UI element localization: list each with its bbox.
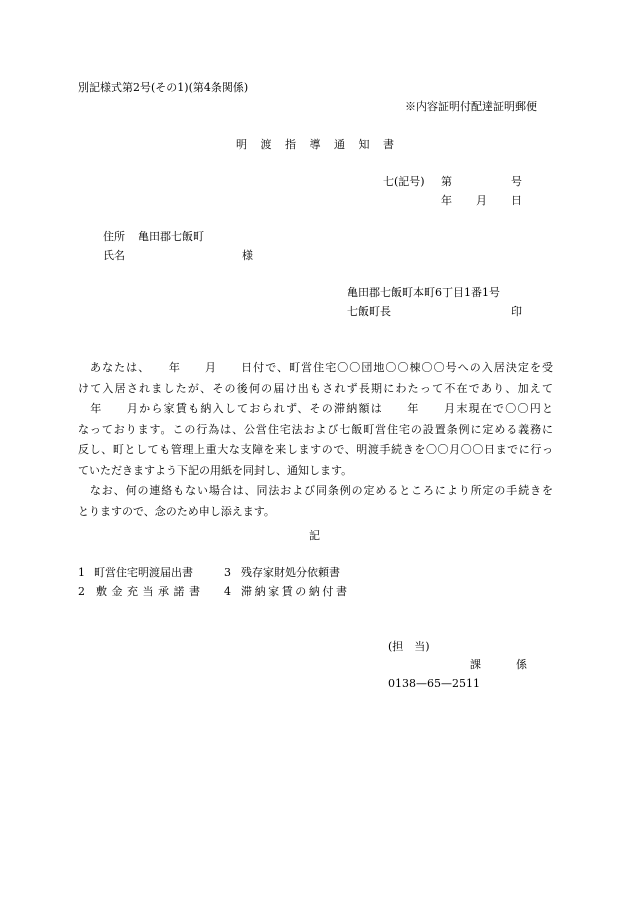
contact-phone: 0138—65—2511 <box>388 677 480 690</box>
enclosure-text <box>96 586 200 597</box>
enclosure-char: 諾 <box>173 585 185 598</box>
form-reference: 別記様式第2号(その1)(第4条関係) <box>78 81 249 94</box>
enclosure-char: 納 <box>254 585 266 598</box>
enclosure-char: 家 <box>268 585 280 598</box>
enclosure-char: 付 <box>322 585 334 598</box>
notice-body <box>78 358 553 522</box>
date-month: 月 <box>476 194 487 207</box>
recipient-honorific: 様 <box>242 249 253 262</box>
sender-seal: 印 <box>511 305 522 318</box>
mail-note: ※内容証明付配達証明郵便 <box>405 100 537 113</box>
body-line: なお、何の連絡もない場合は、同法および同条例の定めるところにより所定の手続きを <box>78 484 553 497</box>
doc-number-label: 七(記号) <box>383 175 425 188</box>
body-line: とりますので、念のため申し添えます。 <box>78 504 275 518</box>
body-line: 反し、町としても管理上重大な支障を来しますので、明渡手続きを〇〇月〇〇日までに行っ <box>78 443 553 456</box>
recipient-address-label: 住所 <box>103 230 125 243</box>
enclosure-char: 当 <box>142 585 154 598</box>
sender-address: 亀田郡七飯町本町6丁目1番1号 <box>347 286 500 299</box>
enclosure-number: 3 <box>224 566 231 579</box>
enclosure-char: の <box>295 585 307 598</box>
body-line: ていただきますよう下記の用紙を同封し、通知します。 <box>78 463 353 477</box>
enclosure-char: 滞 <box>241 585 252 598</box>
enclosure-text: 残存家財処分依頼書 <box>241 566 340 579</box>
date-day: 日 <box>511 194 522 207</box>
enclosure-char: 賃 <box>281 585 293 598</box>
body-line: 年 月から家賃も納入しておられず、その滞納額は 年 月末現在で〇〇円と <box>78 402 553 415</box>
sender-title: 七飯町長 <box>347 305 391 318</box>
enclosure-char: 充 <box>127 585 138 598</box>
enclosure-char: 書 <box>189 585 200 598</box>
ki-heading: 記 <box>309 529 320 542</box>
enclosure-char: 金 <box>111 585 123 598</box>
enclosure-number: 1 <box>78 566 85 579</box>
enclosure-char: 敷 <box>96 585 107 598</box>
enclosure-text <box>241 586 347 597</box>
enclosure-text: 町営住宅明渡届出書 <box>94 566 193 579</box>
body-line: あなたは、 年 月 日付で、町営住宅〇〇団地〇〇棟〇〇号への入居決定を受 <box>78 361 553 374</box>
recipient-name-label: 氏名 <box>103 249 125 262</box>
contact-ka: 課 <box>470 658 481 671</box>
doc-number-go: 号 <box>511 175 522 188</box>
doc-number-dai: 第 <box>441 175 452 188</box>
enclosure-char: 書 <box>335 585 347 598</box>
enclosure-char: 納 <box>308 585 320 598</box>
enclosure-char: 承 <box>158 585 169 598</box>
body-line: けて入居されましたが、その後何の届け出もされず長期にわたって不在であり、加えて <box>78 381 553 395</box>
enclosure-number: 4 <box>224 585 231 598</box>
date-year: 年 <box>441 194 452 207</box>
document-title: 明 渡 指 導 通 知 書 <box>236 138 396 151</box>
contact-tanto: (担 当) <box>388 640 430 653</box>
body-line: なっております。この行為は、公営住宅法および七飯町営住宅の設置条例に定める義務に <box>78 422 553 436</box>
enclosure-number: 2 <box>78 585 85 598</box>
recipient-address-value: 亀田郡七飯町 <box>138 230 204 243</box>
contact-kakari: 係 <box>516 658 527 671</box>
